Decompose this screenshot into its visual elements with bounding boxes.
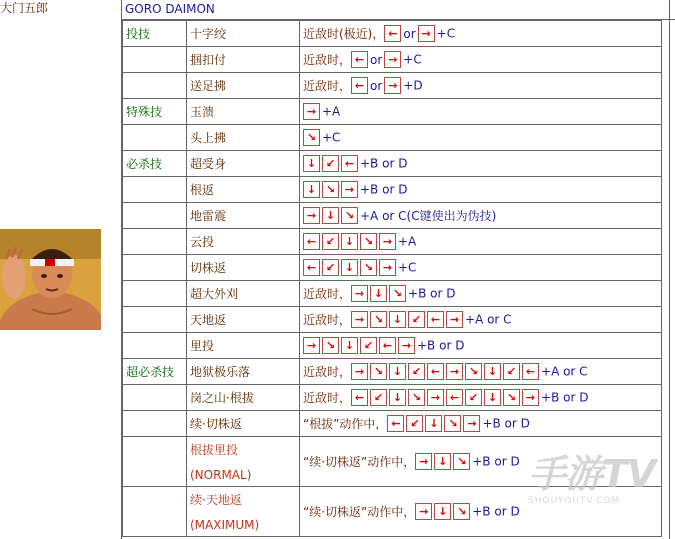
direction-arrow-icon: ↘ bbox=[453, 503, 470, 520]
move-name: 地雷震 bbox=[190, 209, 227, 223]
move-name: 掴扣付 bbox=[190, 53, 227, 67]
direction-arrow-icon: → bbox=[398, 337, 415, 354]
direction-arrow-icon: ↘ bbox=[503, 389, 520, 406]
table-row bbox=[123, 203, 662, 229]
character-portrait bbox=[0, 229, 101, 330]
move-name-cell bbox=[187, 437, 300, 487]
direction-arrow-icon: → bbox=[384, 51, 401, 68]
move-name-cell bbox=[187, 359, 300, 385]
direction-arrow-icon: ↘ bbox=[453, 453, 470, 470]
category-cell bbox=[123, 307, 187, 333]
move-name-cell bbox=[187, 203, 300, 229]
move-name: 送足拂 bbox=[190, 79, 227, 93]
category-cell: 特殊技 bbox=[123, 99, 187, 125]
direction-arrow-icon: → bbox=[415, 453, 432, 470]
button-input: +C bbox=[403, 52, 422, 67]
direction-arrow-icon: ↘ bbox=[370, 363, 387, 380]
category-cell bbox=[123, 125, 187, 151]
direction-arrow-icon: ↓ bbox=[303, 181, 320, 198]
command-cell bbox=[300, 99, 662, 125]
direction-arrow-icon: ↓ bbox=[341, 259, 358, 276]
direction-arrow-icon: ← bbox=[379, 337, 396, 354]
move-name: 玉溃 bbox=[190, 105, 215, 119]
direction-arrow-icon: ↓ bbox=[484, 363, 501, 380]
direction-arrow-icon: ↘ bbox=[360, 259, 377, 276]
character-name: 大门五郎 bbox=[0, 1, 49, 15]
move-name: 续·切株返 bbox=[190, 417, 242, 431]
command-cell bbox=[300, 229, 662, 255]
watermark-logo: 手游TV bbox=[528, 452, 656, 496]
move-name-cell bbox=[187, 21, 300, 47]
table-row bbox=[123, 125, 662, 151]
table-row bbox=[123, 73, 662, 99]
command-cell bbox=[300, 255, 662, 281]
category-cell bbox=[123, 203, 187, 229]
direction-arrow-icon: → bbox=[522, 389, 539, 406]
direction-arrow-icon: ← bbox=[341, 155, 358, 172]
table-row bbox=[123, 151, 662, 177]
direction-arrow-icon: → bbox=[427, 389, 444, 406]
direction-arrow-icon: ↘ bbox=[370, 311, 387, 328]
button-input: +D bbox=[403, 78, 423, 93]
button-input: +A bbox=[398, 234, 417, 249]
command-condition: 近敌时， bbox=[303, 313, 352, 327]
command-cell bbox=[300, 385, 662, 411]
table-row bbox=[123, 307, 662, 333]
direction-arrow-icon: ↘ bbox=[444, 415, 461, 432]
direction-arrow-icon: ↙ bbox=[408, 311, 425, 328]
move-name-cell bbox=[187, 411, 300, 437]
move-name-cell bbox=[187, 487, 300, 537]
button-input: +B or D bbox=[541, 390, 589, 405]
move-name-cell bbox=[187, 255, 300, 281]
direction-arrow-icon: ↓ bbox=[434, 503, 451, 520]
move-name-variant: (MAXIMUM) bbox=[190, 518, 260, 532]
direction-arrow-icon: → bbox=[303, 207, 320, 224]
direction-arrow-icon: ↘ bbox=[322, 181, 339, 198]
direction-arrow-icon: ↘ bbox=[341, 207, 358, 224]
direction-arrow-icon: ↙ bbox=[465, 389, 482, 406]
move-name: 天地返 bbox=[190, 313, 227, 327]
table-row bbox=[123, 333, 662, 359]
command-condition: 近敌时， bbox=[303, 53, 352, 67]
category-cell bbox=[123, 385, 187, 411]
direction-arrow-icon: → bbox=[379, 259, 396, 276]
direction-arrow-icon: → bbox=[446, 363, 463, 380]
right-border bbox=[669, 0, 670, 539]
move-name: 里投 bbox=[190, 339, 215, 353]
direction-arrow-icon: → bbox=[418, 25, 435, 42]
direction-arrow-icon: ↙ bbox=[322, 155, 339, 172]
direction-arrow-icon: ↓ bbox=[389, 389, 406, 406]
button-input: +B or D bbox=[360, 156, 408, 171]
table-row bbox=[123, 99, 662, 125]
command-cell bbox=[300, 177, 662, 203]
table-row bbox=[123, 21, 662, 47]
direction-arrow-icon: → bbox=[351, 363, 368, 380]
move-name-cell bbox=[187, 307, 300, 333]
direction-arrow-icon: ← bbox=[351, 51, 368, 68]
command-condition: 近敌时(极近)， bbox=[303, 27, 385, 41]
category-cell bbox=[123, 47, 187, 73]
button-input: +B or D bbox=[408, 286, 456, 301]
move-name: 头上拂 bbox=[190, 131, 227, 145]
button-input: +A bbox=[322, 104, 341, 119]
command-condition: “续·切株返”动作中， bbox=[303, 505, 416, 519]
button-input: +C bbox=[398, 260, 417, 275]
category-cell bbox=[123, 177, 187, 203]
button-input: +B or D bbox=[360, 182, 408, 197]
move-name: 云投 bbox=[190, 235, 215, 249]
direction-arrow-icon: ← bbox=[303, 259, 320, 276]
direction-arrow-icon: → bbox=[415, 503, 432, 520]
direction-arrow-icon: ↙ bbox=[360, 337, 377, 354]
direction-arrow-icon: ↙ bbox=[408, 363, 425, 380]
direction-arrow-icon: ↓ bbox=[425, 415, 442, 432]
button-input: +A or C(C键使出为伪技) bbox=[360, 209, 497, 223]
button-input: +B or D bbox=[472, 454, 520, 469]
direction-arrow-icon: → bbox=[351, 285, 368, 302]
move-name-variant: (NORMAL) bbox=[190, 468, 252, 482]
direction-arrow-icon: ↓ bbox=[389, 311, 406, 328]
direction-arrow-icon: → bbox=[379, 233, 396, 250]
direction-arrow-icon: ↙ bbox=[322, 259, 339, 276]
direction-arrow-icon: ↓ bbox=[341, 337, 358, 354]
direction-arrow-icon: → bbox=[446, 311, 463, 328]
direction-arrow-icon: → bbox=[463, 415, 480, 432]
direction-arrow-icon: ↘ bbox=[408, 389, 425, 406]
command-cell bbox=[300, 411, 662, 437]
table-row bbox=[123, 255, 662, 281]
direction-arrow-icon: ↘ bbox=[303, 129, 320, 146]
direction-arrow-icon: ← bbox=[351, 77, 368, 94]
move-name: 超大外刈 bbox=[190, 287, 239, 301]
table-row bbox=[123, 47, 662, 73]
direction-arrow-icon: → bbox=[303, 337, 320, 354]
direction-arrow-icon: ↘ bbox=[389, 285, 406, 302]
category-cell bbox=[123, 333, 187, 359]
move-name-cell bbox=[187, 177, 300, 203]
move-name: 切株返 bbox=[190, 261, 227, 275]
character-header-name: GORO DAIMON bbox=[125, 2, 215, 16]
command-condition: 近敌时， bbox=[303, 287, 352, 301]
watermark-url: SHOUYOUTV.COM bbox=[528, 496, 621, 506]
table-row bbox=[123, 177, 662, 203]
button-input: +B or D bbox=[417, 338, 465, 353]
command-cell bbox=[300, 307, 662, 333]
table-row bbox=[123, 359, 662, 385]
button-input: +C bbox=[436, 26, 456, 41]
category-cell bbox=[123, 281, 187, 307]
button-input: +A or C bbox=[541, 364, 588, 379]
direction-arrow-icon: ← bbox=[522, 363, 539, 380]
command-condition: 近敌时， bbox=[303, 365, 352, 379]
command-condition: “续·切株返”动作中， bbox=[303, 455, 416, 469]
direction-arrow-icon: ↓ bbox=[341, 233, 358, 250]
direction-arrow-icon: ↙ bbox=[370, 389, 387, 406]
direction-arrow-icon: ↘ bbox=[360, 233, 377, 250]
button-input: +A or C bbox=[465, 312, 512, 327]
button-input: +B or D bbox=[482, 416, 530, 431]
move-name: 根返 bbox=[190, 183, 215, 197]
move-name-cell bbox=[187, 281, 300, 307]
character-column bbox=[0, 0, 122, 539]
command-condition: 近敌时， bbox=[303, 391, 352, 405]
command-cell bbox=[300, 73, 662, 99]
move-name-cell bbox=[187, 47, 300, 73]
command-condition: 近敌时， bbox=[303, 79, 352, 93]
move-name: 地狱极乐落 bbox=[190, 365, 251, 379]
direction-arrow-icon: → bbox=[303, 103, 320, 120]
direction-arrow-icon: ← bbox=[427, 311, 444, 328]
direction-arrow-icon: → bbox=[384, 77, 401, 94]
direction-arrow-icon: ↙ bbox=[322, 233, 339, 250]
direction-arrow-icon: ← bbox=[427, 363, 444, 380]
direction-arrow-icon: ← bbox=[387, 415, 404, 432]
command-cell bbox=[300, 125, 662, 151]
command-cell bbox=[300, 21, 662, 47]
command-cell bbox=[300, 281, 662, 307]
move-name-cell bbox=[187, 151, 300, 177]
command-cell bbox=[300, 47, 662, 73]
move-name: 续·天地返 bbox=[190, 493, 242, 507]
direction-arrow-icon: ← bbox=[384, 25, 401, 42]
direction-arrow-icon: ↓ bbox=[389, 363, 406, 380]
direction-arrow-icon: ↘ bbox=[465, 363, 482, 380]
category-cell: 投技 bbox=[123, 21, 187, 47]
direction-arrow-icon: ↙ bbox=[503, 363, 520, 380]
category-cell bbox=[123, 487, 187, 537]
or-separator: or bbox=[370, 52, 383, 67]
direction-arrow-icon: → bbox=[351, 311, 368, 328]
category-cell bbox=[123, 255, 187, 281]
direction-arrow-icon: ↓ bbox=[434, 453, 451, 470]
button-input: +B or D bbox=[472, 504, 520, 519]
command-condition: “根拔”动作中， bbox=[303, 417, 388, 431]
watermark bbox=[528, 452, 668, 522]
direction-arrow-icon: ↓ bbox=[484, 389, 501, 406]
move-name-cell bbox=[187, 333, 300, 359]
move-name-cell bbox=[187, 385, 300, 411]
direction-arrow-icon: ← bbox=[303, 233, 320, 250]
or-separator: or bbox=[370, 78, 383, 93]
command-cell bbox=[300, 203, 662, 229]
category-cell bbox=[123, 437, 187, 487]
move-name-cell bbox=[187, 125, 300, 151]
table-row bbox=[123, 411, 662, 437]
move-name: 十字绞 bbox=[190, 27, 227, 41]
command-cell bbox=[300, 333, 662, 359]
move-name: 超受身 bbox=[190, 157, 227, 171]
direction-arrow-icon: ↙ bbox=[406, 415, 423, 432]
direction-arrow-icon: ↓ bbox=[370, 285, 387, 302]
category-cell bbox=[123, 411, 187, 437]
direction-arrow-icon: → bbox=[341, 181, 358, 198]
move-name-cell bbox=[187, 99, 300, 125]
category-cell: 超必杀技 bbox=[123, 359, 187, 385]
direction-arrow-icon: ← bbox=[446, 389, 463, 406]
category-cell bbox=[123, 229, 187, 255]
move-name: 岗之山·根拔 bbox=[190, 391, 254, 405]
direction-arrow-icon: ↓ bbox=[322, 207, 339, 224]
table-row bbox=[123, 281, 662, 307]
command-cell bbox=[300, 359, 662, 385]
command-cell bbox=[300, 151, 662, 177]
direction-arrow-icon: ↓ bbox=[303, 155, 320, 172]
table-row bbox=[123, 385, 662, 411]
direction-arrow-icon: ← bbox=[351, 389, 368, 406]
button-input: +C bbox=[322, 130, 341, 145]
category-cell bbox=[123, 73, 187, 99]
table-row bbox=[123, 229, 662, 255]
move-name-cell bbox=[187, 229, 300, 255]
move-name-cell bbox=[187, 73, 300, 99]
direction-arrow-icon: ↘ bbox=[322, 337, 339, 354]
move-name: 根拔里投 bbox=[190, 443, 239, 457]
category-cell: 必杀技 bbox=[123, 151, 187, 177]
or-separator: or bbox=[403, 26, 416, 41]
